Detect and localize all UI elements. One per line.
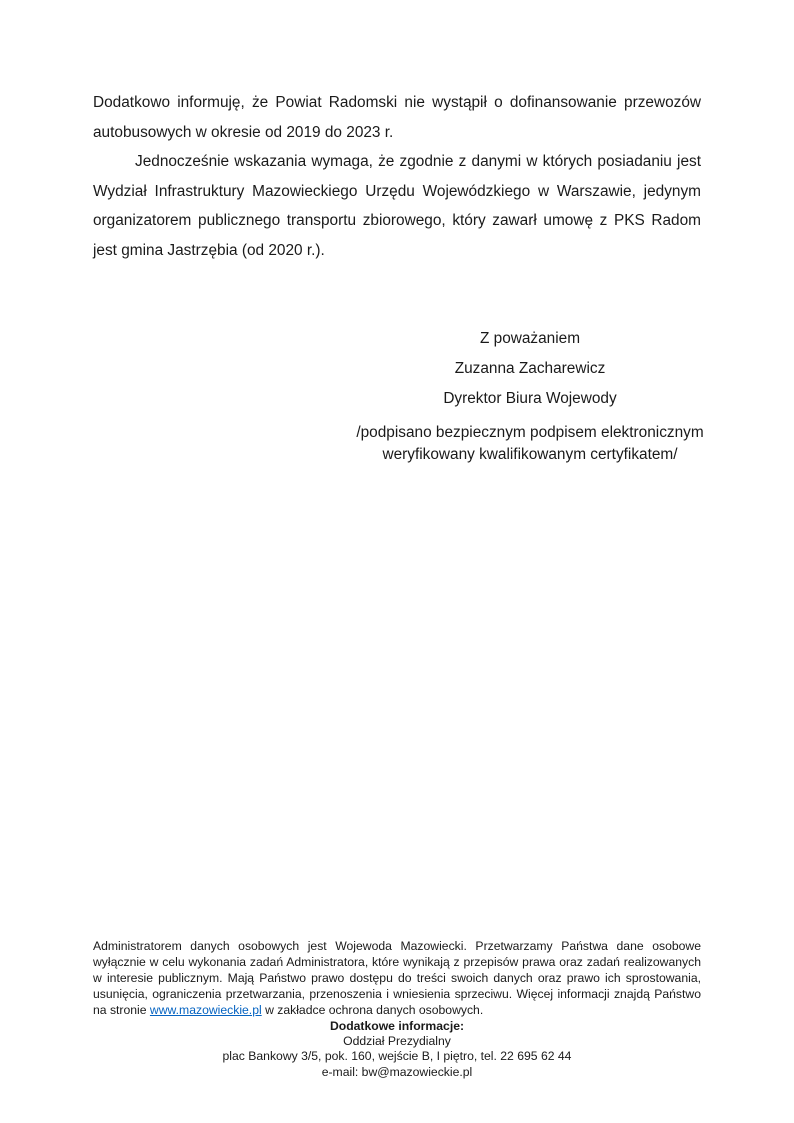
gdpr-text-before-link: Administratorem danych osobowych jest Wojewoda Mazowiecki. Przetwarzamy Państwa dane osobowe wyłącznie w celu wykonania zadań Administratora, które wynikają z przepisów prawa oraz zadań realizowanych w interesie publicznym. Mają Państwo prawo dostępu do treści swoich danych oraz prawo ich sprostowania, usunięcia, ograniczenia przetwarzania, przenoszenia i wniesienia sprzeciwu. Więcej informacji znajdą Państwo na stronie (93, 939, 701, 1018)
signature-title: Dyrektor Biura Wojewody (443, 390, 617, 408)
address-line: plac Bankowy 3/5, pok. 160, wejście B, I piętro, tel. 22 695 62 44 (222, 1049, 572, 1064)
gdpr-notice (93, 938, 701, 1018)
esign-note-line: weryfikowany kwalifikowanym certyfikatem/ (382, 446, 678, 464)
body-paragraph: Dodatkowo informuję, że Powiat Radomski nie wystąpił o dofinansowanie przewozów autobusowych w okresie od 2019 do 2023 r. (93, 94, 701, 141)
esign-note-line: /podpisano bezpiecznym podpisem elektronicznym (356, 423, 704, 441)
body-paragraph: Jednocześnie wskazania wymaga, że zgodnie z danymi w których posiadaniu jest Wydział Infrastruktury Mazowieckiego Urzędu Wojewódzkiego w Warszawie, jedynym organizatorem publicznego transportu zbiorowego, który zawarł umowę z PKS Radom jest gmina Jastrzębia (od 2020 r.). (93, 153, 701, 259)
signature-closing: Z poważaniem (479, 330, 581, 347)
signature-block (290, 324, 770, 467)
gdpr-text-after-link: w zakładce ochrona danych osobowych. (261, 1003, 484, 1018)
electronic-signature-note (290, 422, 770, 467)
letter-body (93, 88, 701, 266)
department-line: Oddział Prezydialny (343, 1034, 451, 1049)
additional-info-block (93, 1019, 701, 1080)
email-line: e-mail: bw@mazowieckie.pl (321, 1064, 473, 1079)
mazowieckie-website-link[interactable]: www.mazowieckie.pl (149, 1003, 262, 1018)
signature-name: Zuzanna Zacharewicz (454, 360, 606, 378)
additional-info-heading: Dodatkowe informacje: (329, 1019, 465, 1033)
